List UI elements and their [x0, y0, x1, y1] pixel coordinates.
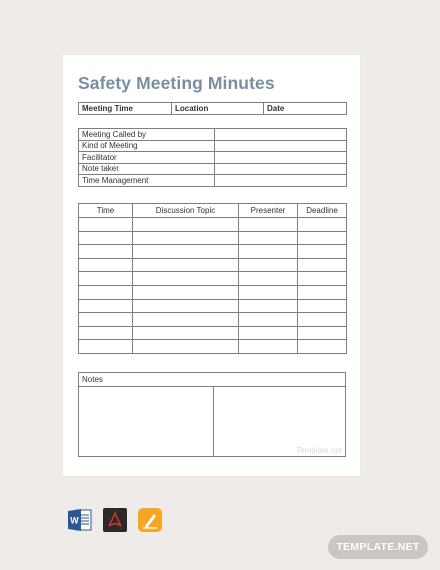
info-row-value	[215, 163, 347, 175]
table-row	[79, 285, 347, 299]
table-cell	[239, 272, 298, 286]
table-cell	[79, 272, 133, 286]
table-cell	[298, 313, 347, 327]
table-cell	[133, 340, 239, 354]
table-cell	[239, 285, 298, 299]
table-cell	[298, 231, 347, 245]
table-cell	[79, 245, 133, 259]
table-row	[79, 313, 347, 327]
table-cell	[133, 245, 239, 259]
document-title: Safety Meeting Minutes	[78, 73, 275, 93]
table-cell	[298, 299, 347, 313]
discussion-table	[78, 203, 347, 354]
notes-divider	[79, 386, 345, 387]
table-row	[79, 258, 347, 272]
info-row-value	[215, 140, 347, 152]
table-cell	[239, 299, 298, 313]
table-cell	[239, 245, 298, 259]
discussion-rows	[79, 218, 347, 354]
table-cell	[298, 326, 347, 340]
table-cell	[298, 258, 347, 272]
table-cell	[133, 218, 239, 232]
table-row	[79, 231, 347, 245]
table-cell	[133, 258, 239, 272]
table-cell	[298, 245, 347, 259]
table-row	[79, 326, 347, 340]
location-label: Location	[172, 103, 264, 115]
table-cell	[298, 340, 347, 354]
meeting-info-table	[78, 128, 347, 187]
notes-column-divider	[213, 387, 214, 456]
table-cell	[79, 299, 133, 313]
info-row-value	[215, 129, 347, 141]
info-row-value	[215, 152, 347, 164]
meeting-time-label: Meeting Time	[79, 103, 172, 115]
table-cell	[239, 340, 298, 354]
table-cell	[239, 313, 298, 327]
table-row	[79, 299, 347, 313]
table-cell	[79, 258, 133, 272]
notes-label: Notes	[82, 375, 103, 384]
table-row	[79, 218, 347, 232]
table-cell	[79, 218, 133, 232]
table-cell	[239, 258, 298, 272]
table-row	[79, 272, 347, 286]
table-cell	[133, 313, 239, 327]
info-row-label: Kind of Meeting	[79, 140, 215, 152]
template-net-badge[interactable]: TEMPLATE.NET	[328, 535, 428, 559]
pdf-icon[interactable]	[103, 508, 127, 532]
table-row	[79, 340, 347, 354]
info-row-label: Facilitator	[79, 152, 215, 164]
table-cell	[79, 326, 133, 340]
table-cell	[133, 272, 239, 286]
table-cell	[239, 231, 298, 245]
table-cell	[133, 299, 239, 313]
date-label: Date	[264, 103, 347, 115]
table-row	[79, 245, 347, 259]
presenter-column-header: Presenter	[239, 204, 298, 218]
table-cell	[298, 285, 347, 299]
table-cell	[239, 326, 298, 340]
table-cell	[79, 231, 133, 245]
table-cell	[298, 218, 347, 232]
info-row-label: Note taker	[79, 163, 215, 175]
pages-icon[interactable]	[138, 508, 162, 532]
table-cell	[239, 218, 298, 232]
deadline-column-header: Deadline	[298, 204, 347, 218]
table-cell	[79, 285, 133, 299]
topic-column-header: Discussion Topic	[133, 204, 239, 218]
info-row-label: Time Management	[79, 175, 215, 187]
word-icon[interactable]	[68, 508, 92, 532]
info-row-value	[215, 175, 347, 187]
watermark: Template.net	[296, 446, 342, 455]
svg-text:W: W	[70, 515, 79, 526]
table-cell	[79, 340, 133, 354]
time-column-header: Time	[79, 204, 133, 218]
table-cell	[79, 313, 133, 327]
notes-box	[78, 372, 346, 457]
table-cell	[133, 231, 239, 245]
table-cell	[133, 326, 239, 340]
meeting-header-table	[78, 102, 347, 115]
table-cell	[133, 285, 239, 299]
table-cell	[298, 272, 347, 286]
info-row-label: Meeting Called by	[79, 129, 215, 141]
